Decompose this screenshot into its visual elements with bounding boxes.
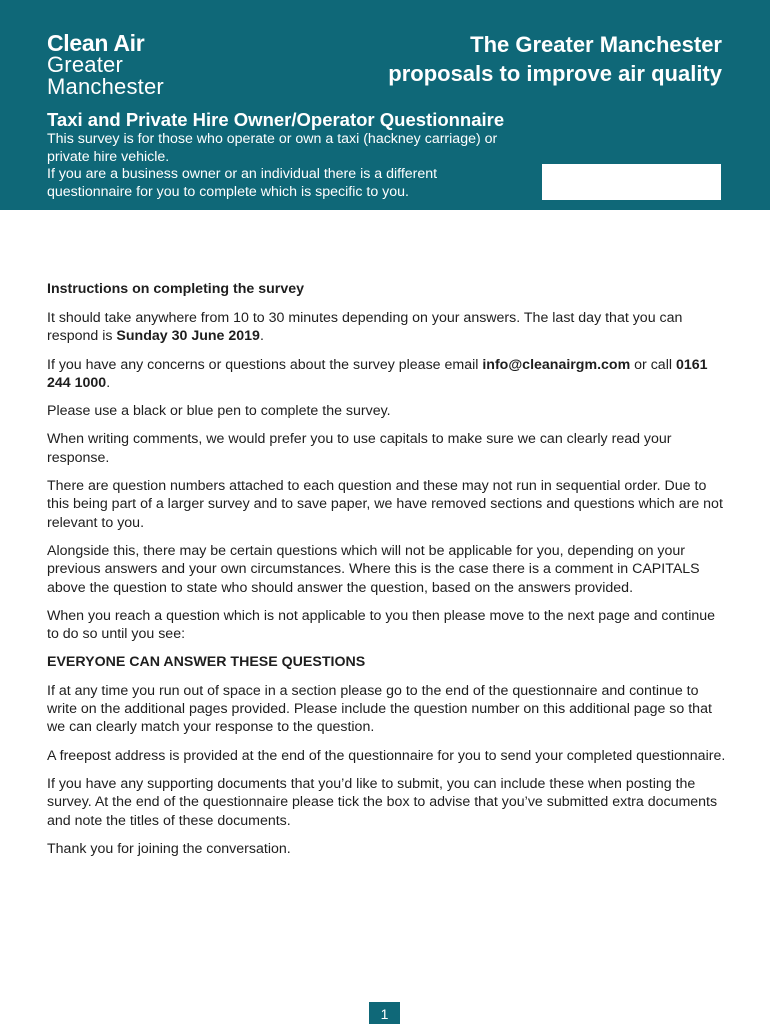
contact-phone: 0161 244 1000	[47, 356, 708, 391]
instructions-paragraph-11: If you have any supporting documents that you’d like to submit, you can include these when posting the survey. At the end of the questionnaire please tick the box to advise that you’ve submitted extra documents and note the titles of these documents.	[47, 775, 718, 829]
questionnaire-title: Taxi and Private Hire Owner/Operator Questionnaire	[47, 109, 505, 130]
deadline-date: Sunday 30 June 2019	[116, 328, 260, 345]
intro-paragraph-1: This survey is for those who operate or own a taxi (hackney carriage) or private hire vehicle.	[47, 131, 498, 165]
instructions-heading: Instructions on completing the survey	[47, 281, 304, 297]
intro-paragraph-2: If you are a business owner or an individual there is a different questionnaire for you to complete which is specific to you.	[47, 166, 438, 200]
thank-you-text: Thank you for joining the conversation.	[47, 840, 291, 857]
page-number: 1	[369, 1002, 400, 1024]
headline-line-2: proposals to improve air quality	[388, 61, 722, 86]
instructions-paragraph-7: When you reach a question which is not applicable to you then please move to the next page and continue to do so until you see:	[47, 607, 716, 643]
respondent-id-box[interactable]	[542, 164, 721, 200]
instructions-paragraph-10: A freepost address is provided at the end of the questionnaire for you to send your completed questionnaire.	[47, 747, 726, 764]
instructions-paragraph-2: If you have any concerns or questions about the survey please email info@cleanairgm.com or call 0161 244 1000.	[47, 356, 708, 391]
instructions-paragraph-9: If at any time you run out of space in a section please go to the end of the questionnaire and continue to write on the additional pages provided. Please include the question number on this additional page so that we can clearly match your response to the question.	[47, 682, 712, 736]
page-headline	[388, 30, 722, 88]
logo-line-3: Manchester	[47, 74, 164, 99]
instructions-paragraph-1: It should take anywhere from 10 to 30 minutes depending on your answers. The last day that you can respond is Sunday 30 June 2019.	[47, 310, 683, 345]
contact-email[interactable]: info@cleanairgm.com	[482, 356, 631, 373]
instructions-section	[47, 280, 727, 868]
headline-line-1: The Greater Manchester	[470, 32, 722, 57]
intro-text	[47, 131, 507, 201]
logo-line-1: Clean Air	[47, 30, 145, 56]
instructions-paragraph-4: When writing comments, we would prefer you to use capitals to make sure we can clearly read your response.	[47, 431, 672, 466]
logo-line-2: Greater	[47, 52, 123, 77]
instructions-paragraph-5: There are question numbers attached to each question and these may not run in sequential order. Due to this being part of a larger survey and to save paper, we have removed sections and questions which are not relevant to you.	[47, 478, 723, 531]
header-banner	[0, 0, 770, 210]
instructions-paragraph-3: Please use a black or blue pen to complete the survey.	[47, 403, 391, 420]
instructions-paragraph-6: Alongside this, there may be certain questions which will not be applicable for you, depending on your previous answers and your own circumstances. Where this is the case there is a comment in CAPITALS above the question to state who should answer the question, based on the answers provided.	[47, 542, 700, 596]
clean-air-gm-logo	[47, 32, 164, 98]
everyone-can-answer-label: EVERYONE CAN ANSWER THESE QUESTIONS	[47, 654, 366, 671]
